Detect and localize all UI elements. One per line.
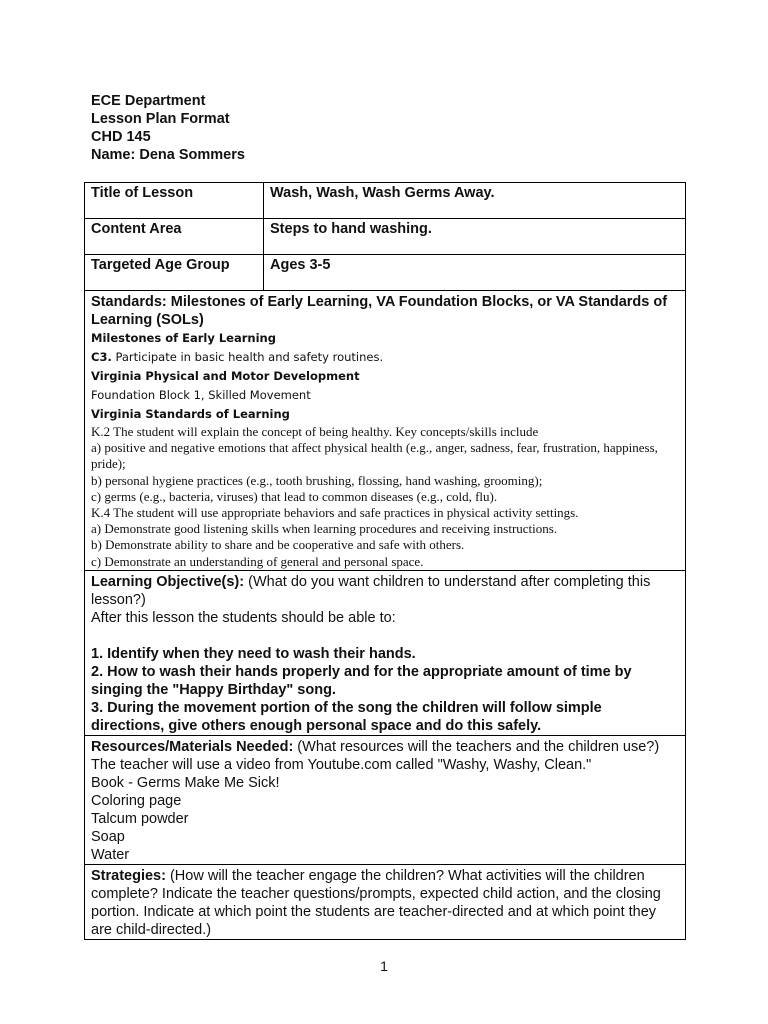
resources-label: Resources/Materials Needed: xyxy=(91,738,294,755)
strategies-cell xyxy=(85,864,686,939)
objectives-cell xyxy=(85,570,686,735)
sol-title: Virginia Standards of Learning xyxy=(91,407,290,421)
objective-item: 1. Identify when they need to wash their hands. xyxy=(91,645,416,662)
objectives-intro: After this lesson the students should be able to: xyxy=(91,609,396,626)
objectives-prompt: (What do you want children to understand after completing this lesson?) xyxy=(91,573,651,608)
strategies-text xyxy=(91,867,679,939)
resources-row xyxy=(85,735,686,864)
resources-cell xyxy=(85,735,686,864)
department-line: ECE Department xyxy=(91,93,206,109)
sol-line: c) Demonstrate an understanding of general and personal space. xyxy=(91,553,424,569)
title-value: Wash, Wash, Wash Germs Away. xyxy=(270,185,495,201)
sol-line: c) germs (e.g., bacteria, viruses) that lead to common diseases (e.g., cold, flu). xyxy=(91,488,498,504)
resource-item: Talcum powder xyxy=(91,810,189,827)
lesson-plan-table xyxy=(84,182,686,940)
age-group-value: Ages 3-5 xyxy=(270,257,331,273)
format-line: Lesson Plan Format xyxy=(91,111,230,127)
milestones-item xyxy=(91,348,679,367)
resource-item: Water xyxy=(91,846,130,863)
resource-item: Soap xyxy=(91,828,125,845)
objectives-heading xyxy=(91,573,679,609)
content-area-value: Steps to hand washing. xyxy=(270,221,432,237)
sol-line: K.4 The student will use appropriate behaviors and safe practices in physical activity settings. xyxy=(91,505,579,521)
milestones-text: Participate in basic health and safety routines. xyxy=(111,350,384,364)
page-number: 1 xyxy=(380,958,388,974)
sol-line: b) personal hygiene practices (e.g., tooth brushing, flossing, hand washing, grooming); xyxy=(91,472,543,488)
standards-cell xyxy=(85,291,686,571)
sol-line: a) positive and negative emotions that affect physical health (e.g., anger, sadness, fear, frustration, happiness, pride); xyxy=(91,440,658,472)
objectives-label: Learning Objective(s): xyxy=(91,573,245,590)
objective-item: 3. During the movement portion of the song the children will follow simple directions, give others enough personal space and do this safely. xyxy=(91,699,602,734)
strategies-prompt: (How will the teacher engage the children? What activities will the children complete? Indicate the teacher questions/prompts, expected child action, and the closing portion. Indicate at which point the students are teacher-directed and at which point they are child-directed.) xyxy=(91,867,661,938)
resource-item: The teacher will use a video from Youtube.com called "Washy, Washy, Clean." xyxy=(91,756,592,773)
sol-line: K.2 The student will explain the concept of being healthy. Key concepts/skills include xyxy=(91,424,539,439)
va-pmd-title: Virginia Physical and Motor Development xyxy=(91,369,360,383)
document-header xyxy=(91,92,245,164)
sol-line: a) Demonstrate good listening skills when learning procedures and receiving instructions. xyxy=(91,521,558,537)
age-group-label: Targeted Age Group xyxy=(91,257,230,273)
milestones-code: C3. xyxy=(91,350,112,364)
course-line: CHD 145 xyxy=(91,129,151,145)
standards-row xyxy=(85,291,686,571)
sol-line: b) Demonstrate ability to share and be cooperative and safe with others. xyxy=(91,537,465,553)
objective-item: 2. How to wash their hands properly and for the appropriate amount of time by singing the "Happy Birthday" song. xyxy=(91,663,632,698)
table-row xyxy=(85,183,686,219)
milestones-title: Milestones of Early Learning xyxy=(91,331,276,345)
strategies-row xyxy=(85,864,686,939)
resources-prompt: (What resources will the teachers and the children use?) xyxy=(293,738,660,755)
va-pmd-item: Foundation Block 1, Skilled Movement xyxy=(91,388,311,402)
resources-heading xyxy=(91,738,679,756)
title-label: Title of Lesson xyxy=(91,185,194,201)
table-row xyxy=(85,219,686,255)
content-area-label: Content Area xyxy=(91,221,182,237)
resource-item: Book - Germs Make Me Sick! xyxy=(91,774,280,791)
strategies-label: Strategies: xyxy=(91,867,166,884)
objectives-row xyxy=(85,570,686,735)
author-line: Name: Dena Sommers xyxy=(91,147,245,163)
resource-item: Coloring page xyxy=(91,792,182,809)
table-row xyxy=(85,255,686,291)
standards-heading: Standards: Milestones of Early Learning, VA Foundation Blocks, or VA Standards of Learning (SOLs) xyxy=(91,294,668,328)
